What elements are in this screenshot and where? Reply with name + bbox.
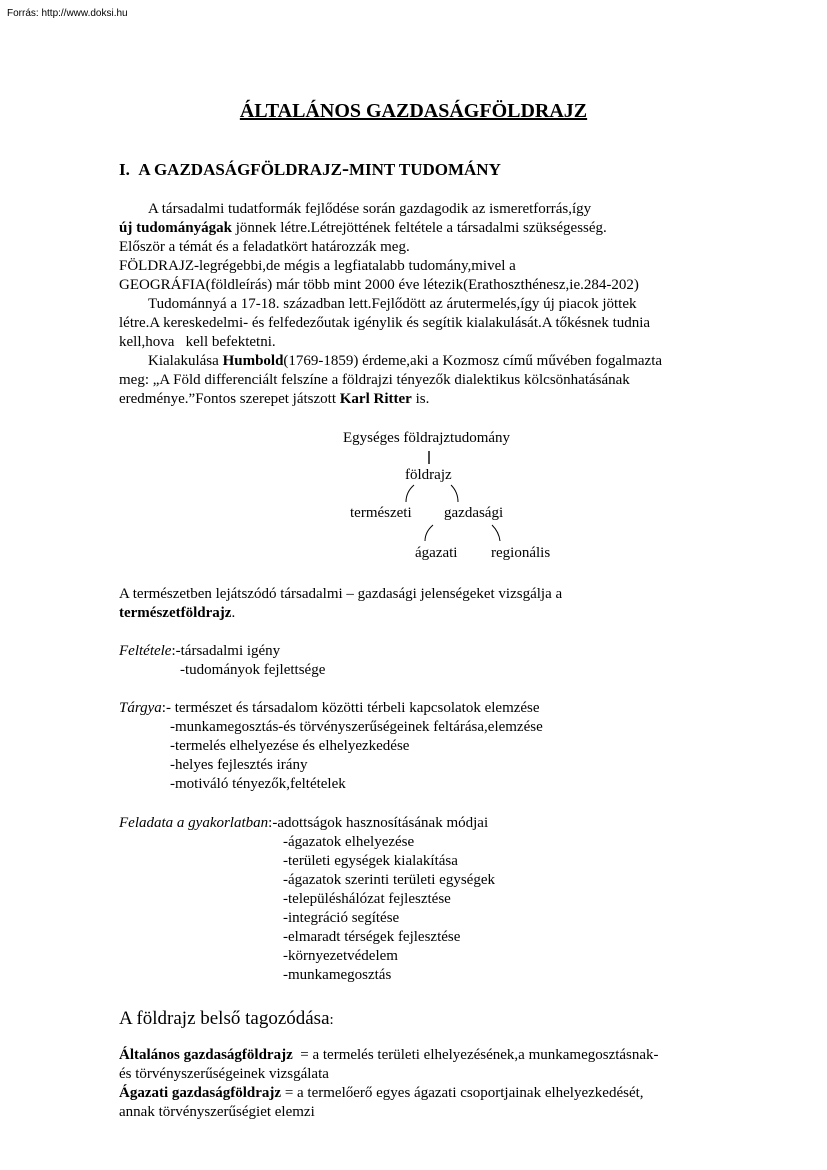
sectoral-term: Ágazati gazdaságföldrajz: [119, 1085, 282, 1101]
diagram-node-foldrajz: földrajz: [405, 467, 452, 483]
practice-item: -ágazatok szerinti területi egységek: [283, 872, 495, 888]
subject-item: - természet és társadalom közötti térbeli kapcsolatok elemzése: [165, 700, 540, 716]
intro-line-10: meg: „A Föld differenciált felszíne a földrajzi tényezők dialektikus kölcsönhatásának: [119, 372, 630, 388]
practice-item: -ágazatok elhelyezése: [283, 834, 415, 850]
new-sciences-term: új tudományágak: [119, 220, 232, 236]
intro-line-5: GEOGRÁFIA(földleírás) már több mint 2000 éve létezik(Erathoszthénesz,ie.284-202): [119, 277, 639, 293]
subject-line-1: Tárgya:- természet és társadalom közötti térbeli kapcsolatok elemzése: [119, 700, 540, 716]
intro-line-3: Először a témát és a feladatkört határozzák meg.: [119, 239, 410, 255]
division-heading-text: A földrajz belső tagozódása: [119, 1008, 330, 1029]
subject-item: -motiváló tényezők,feltételek: [170, 776, 346, 792]
condition-item: -tudományok fejlettsége: [180, 662, 326, 678]
connector-sectoral-arc: [425, 525, 433, 541]
diagram-node-regional: regionális: [491, 545, 551, 561]
connector-right-arc: [451, 485, 458, 502]
intro-line-7: létre.A kereskedelmi- és felfedezőutak igénylik és segítik kialakulását.A tőkésnek tudnia: [119, 315, 651, 331]
general-term: Általános gazdaságföldrajz: [119, 1047, 293, 1063]
diagram-node-natural: természeti: [350, 505, 412, 521]
subject-item: -helyes fejlesztés irány: [170, 757, 308, 773]
intro-line-8: kell,hova kell befektetni.: [119, 334, 276, 350]
document-title: ÁLTALÁNOS GAZDASÁGFÖLDRAJZ: [239, 100, 588, 122]
diagram-root: Egységes földrajztudomány: [343, 430, 511, 446]
intro-line-11-rest: is.: [411, 391, 430, 407]
chapter-title-part1: A GAZDASÁGFÖLDRAJZ: [138, 160, 342, 179]
practice-item: -adottságok hasznosításának módjai: [272, 815, 489, 831]
general-definition-line-2: és törvényszerűségeinek vizsgálata: [119, 1066, 329, 1082]
chapter-dash: -: [341, 156, 349, 180]
practice-item: -környezetvédelem: [283, 948, 398, 964]
chapter-title-part2: MINT TUDOMÁNY: [348, 160, 501, 179]
practice-item: -integráció segítése: [283, 910, 400, 926]
practice-item: -településhálózat fejlesztése: [283, 891, 451, 907]
intro-line-11-start: eredménye.”Fontos szerepet játszott: [119, 391, 340, 407]
sectoral-definition-line-2: annak törvényszerűségiet elemzi: [119, 1104, 315, 1120]
subject-label: Tárgya: [119, 700, 162, 716]
sectoral-definition-line-1: [119, 1084, 644, 1103]
intro-line-9-rest: (1769-1859) érdeme,aki a Kozmosz című művében fogalmazta: [283, 353, 663, 369]
condition-item: -társadalmi igény: [175, 643, 281, 659]
intro-line-6: Tudománnyá a 17-18. században lett.Fejlődött az árutermelés,így új piacok jöttek: [148, 296, 637, 312]
nature-line-2-rest: .: [231, 605, 236, 621]
intro-line-2-rest: jönnek létre.Létrejöttének feltétele a társadalmi szükségesség.: [231, 220, 607, 236]
karl-ritter-name: Karl Ritter: [339, 391, 412, 407]
conditions-label: Feltétele: [119, 643, 172, 659]
practice-line-1: Feladata a gyakorlatban:-adottságok hasznosításának módjai: [119, 815, 489, 831]
humbold-name: Humbold: [222, 353, 284, 369]
sectoral-definition-rest: = a termelőerő egyes ágazati csoportjainak elhelyezkedését,: [281, 1085, 644, 1101]
general-definition-line-1: [119, 1046, 659, 1065]
intro-line-4: FÖLDRAJZ-legrégebbi,de mégis a legfiatalabb tudomány,mivel a: [119, 258, 516, 274]
division-heading-colon: :: [329, 1012, 334, 1028]
connector-left-arc: [406, 485, 414, 502]
practice-item: -területi egységek kialakítása: [283, 853, 458, 869]
conditions-line-1: Feltétele:-társadalmi igény: [119, 643, 281, 659]
termeszetfoldrajz-term: természetföldrajz: [119, 605, 232, 621]
division-heading: [119, 1008, 334, 1030]
diagram-node-sectoral: ágazati: [415, 545, 458, 561]
intro-line-1: A társadalmi tudatformák fejlődése során gazdagodik az ismeretforrás,így: [148, 201, 592, 217]
subject-item: -termelés elhelyezése és elhelyezkedése: [170, 738, 410, 754]
intro-line-9-start: Kialakulása: [148, 353, 223, 369]
subject-item: -munkamegosztás-és törvényszerűségeinek feltárása,elemzése: [170, 719, 543, 735]
nature-line-2: [119, 604, 235, 623]
practice-label: Feladata a gyakorlatban: [119, 815, 269, 831]
practice-item: -munkamegosztás: [283, 967, 392, 983]
source-note: Forrás: http://www.doksi.hu: [7, 8, 128, 19]
practice-item: -elmaradt térségek fejlesztése: [283, 929, 461, 945]
nature-line-1: A természetben lejátszódó társadalmi – gazdasági jelenségeket vizsgálja a: [119, 586, 563, 602]
connector-regional-arc: [492, 525, 500, 541]
general-definition-rest: = a termelés területi elhelyezésének,a munkamegosztásnak-: [292, 1047, 659, 1063]
diagram-node-economic: gazdasági: [444, 505, 504, 521]
chapter-number: I.: [119, 160, 130, 179]
